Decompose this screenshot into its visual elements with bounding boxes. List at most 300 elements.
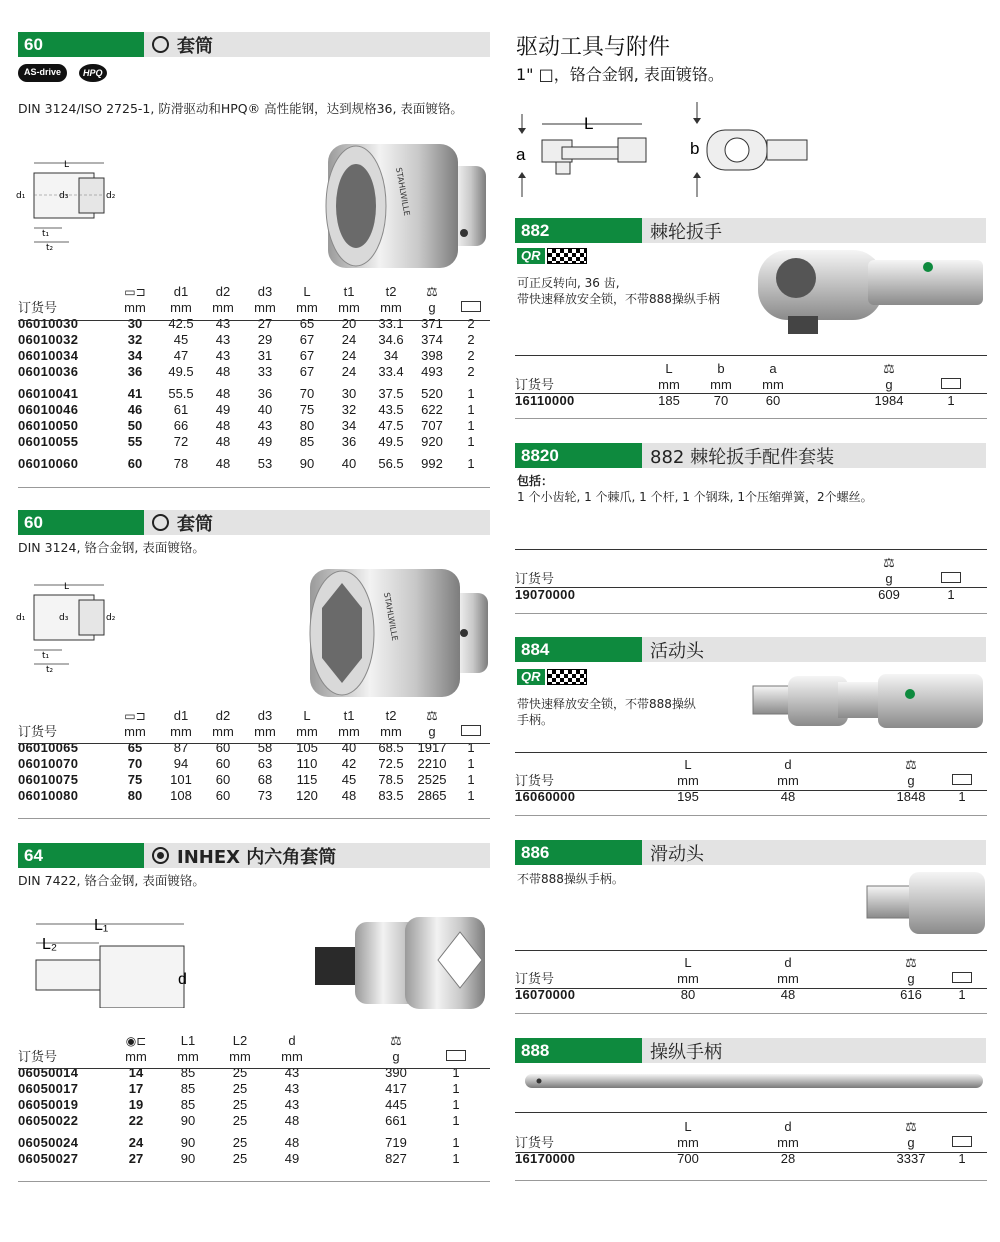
product-description: 1 个小齿轮, 1 个棘爪, 1 个杆, 1 个钢珠, 1个压缩弹簧，2个螺丝。 xyxy=(517,490,873,504)
col-weight: ⚖ g xyxy=(390,1033,402,1064)
size: 19 xyxy=(128,1097,144,1112)
value-cell: 58 xyxy=(257,740,273,755)
page-title: 驱动工具与附件 xyxy=(516,35,671,60)
table-row xyxy=(18,418,490,434)
value-cell: 25 xyxy=(232,1113,248,1128)
wrench-size-icon: ▭⊐ xyxy=(124,285,146,299)
rule xyxy=(515,988,987,989)
scale-icon: ⚖ xyxy=(883,361,895,376)
product-description: 不带888操纵手柄。 xyxy=(517,872,624,886)
order-number: 06010060 xyxy=(18,456,79,471)
col-weight: ⚖ g xyxy=(883,361,895,392)
order-number: 06010041 xyxy=(18,386,79,401)
value-cell: 1 xyxy=(467,386,475,401)
col-d1: d1 mm xyxy=(170,708,192,739)
section-header-64 xyxy=(18,843,490,868)
order-number: 06010030 xyxy=(18,316,79,331)
value-cell: 43 xyxy=(284,1065,300,1080)
value-cell: 43 xyxy=(215,348,231,363)
spec-table-886 xyxy=(515,955,987,1003)
scale-icon: ⚖ xyxy=(426,284,438,299)
table-row xyxy=(18,332,490,348)
value-cell: 25 xyxy=(232,1135,248,1150)
value-cell: 1 xyxy=(452,1113,460,1128)
socket-dimension-diagram xyxy=(14,580,124,672)
svg-text:STAHLWILLE: STAHLWILLE xyxy=(382,591,400,642)
col-d: d mm xyxy=(777,1119,799,1150)
svg-text:d₂: d₂ xyxy=(106,613,116,623)
ratchet-photo xyxy=(748,242,988,337)
value-cell: 42.5 xyxy=(168,316,194,331)
col-pack xyxy=(915,555,987,587)
product-name: 操纵手柄 xyxy=(642,1038,986,1063)
product-header-886 xyxy=(515,840,986,865)
value-cell: 108 xyxy=(170,788,192,803)
size: 17 xyxy=(128,1081,144,1096)
section-number: 60 xyxy=(18,510,144,535)
value-cell: 25 xyxy=(232,1097,248,1112)
col-t2: t2 mm xyxy=(380,284,402,315)
size: 70 xyxy=(127,756,143,771)
size: 46 xyxy=(127,402,143,417)
section-header-60a xyxy=(18,32,490,57)
svg-text:b: b xyxy=(690,139,700,158)
value-cell: 398 xyxy=(421,348,443,363)
value-cell: 63 xyxy=(257,756,273,771)
value-cell: 83.5 xyxy=(378,788,404,803)
section-title: INHEX 内六角套筒 xyxy=(144,843,490,868)
value-cell: 48 xyxy=(341,788,357,803)
value-cell: 374 xyxy=(421,332,443,347)
col-pack xyxy=(937,1119,987,1151)
value-cell: 101 xyxy=(170,772,192,787)
size: 30 xyxy=(127,316,143,331)
universal-joint-photo xyxy=(748,668,988,738)
table-row xyxy=(18,772,490,788)
col-order: 订货号 xyxy=(515,773,555,788)
scale-icon: ⚖ xyxy=(883,555,895,570)
order-number: 06010050 xyxy=(18,418,79,433)
table-row xyxy=(18,380,490,402)
col-t2: t2 mm xyxy=(380,708,402,739)
col-pack xyxy=(915,361,987,393)
value-cell: 36 xyxy=(341,434,357,449)
order-number: 06050017 xyxy=(18,1081,79,1096)
value-cell: 40 xyxy=(341,740,357,755)
size: 34 xyxy=(127,348,143,363)
col-L: L mm xyxy=(677,1119,699,1150)
value-cell: 34.6 xyxy=(378,332,404,347)
value-cell: 48 xyxy=(215,418,231,433)
size: 55 xyxy=(127,434,143,449)
scale-icon: ⚖ xyxy=(905,757,917,772)
scale-icon: ⚖ xyxy=(426,708,438,723)
value-cell: 43.5 xyxy=(378,402,404,417)
value-cell: 48 xyxy=(215,364,231,379)
value-cell: 33 xyxy=(257,364,273,379)
table-row: 16110000 185 70 60 1984 1 xyxy=(515,393,955,408)
col-L2: L2 mm xyxy=(229,1033,251,1064)
value-cell: 34 xyxy=(383,348,399,363)
value-cell: 2 xyxy=(467,364,475,379)
value-cell: 67 xyxy=(299,348,315,363)
rule xyxy=(515,418,987,419)
product-number: 888 xyxy=(515,1038,642,1063)
value-cell: 2210 xyxy=(417,756,447,771)
value-cell: 115 xyxy=(296,772,318,787)
table-row xyxy=(18,788,490,804)
product-description-label: 包括： xyxy=(517,474,554,488)
value-cell: 65 xyxy=(299,316,315,331)
value-cell: 47 xyxy=(173,348,189,363)
section-number: 64 xyxy=(18,843,144,868)
section-title: 套筒 xyxy=(144,510,490,535)
rule xyxy=(515,1013,987,1014)
socket-dimension-diagram xyxy=(14,158,124,250)
value-cell: 390 xyxy=(385,1065,407,1080)
svg-text:d₃: d₃ xyxy=(59,191,69,201)
svg-text:d₁: d₁ xyxy=(16,613,26,623)
rule xyxy=(515,549,987,550)
order-number: 06050027 xyxy=(18,1151,79,1166)
svg-text:d: d xyxy=(178,971,187,988)
col-pack xyxy=(452,708,490,740)
svg-text:a: a xyxy=(516,145,526,164)
spec-table-60b xyxy=(18,708,490,804)
svg-text:L₁: L₁ xyxy=(94,917,109,934)
value-cell: 68 xyxy=(257,772,273,787)
product-header-888 xyxy=(515,1038,986,1063)
col-order: 订货号 xyxy=(515,571,555,586)
value-cell: 68.5 xyxy=(378,740,404,755)
col-order: 订货号 xyxy=(18,724,58,739)
sliding-tee-photo xyxy=(865,868,987,938)
value-cell: 120 xyxy=(296,788,318,803)
svg-text:t₁: t₁ xyxy=(42,229,50,239)
qr-badge: QR xyxy=(517,248,587,264)
value-cell: 29 xyxy=(257,332,273,347)
table-row xyxy=(18,1081,490,1097)
socket-photo-12pt xyxy=(316,138,491,273)
value-cell: 40 xyxy=(257,402,273,417)
product-description: 带快速释放安全锁，不带888操纵手柄。 xyxy=(517,697,696,727)
col-d3: d3 mm xyxy=(254,708,276,739)
value-cell: 30 xyxy=(341,386,357,401)
col-pack xyxy=(937,757,987,789)
value-cell: 45 xyxy=(173,332,189,347)
scale-icon: ⚖ xyxy=(905,955,917,970)
col-d2: d2 mm xyxy=(212,284,234,315)
value-cell: 72 xyxy=(173,434,189,449)
value-cell: 24 xyxy=(341,332,357,347)
col-order: 订货号 xyxy=(515,971,555,986)
col-d1: d1 mm xyxy=(170,284,192,315)
col-d: d mm xyxy=(777,955,799,986)
section-description: DIN 3124, 铬合金钢, 表面镀铬。 xyxy=(18,540,205,555)
col-size: ◉⊏ mm xyxy=(125,1034,147,1064)
rule xyxy=(515,393,987,394)
value-cell: 78.5 xyxy=(378,772,404,787)
svg-text:t₂: t₂ xyxy=(46,243,54,250)
svg-text:L: L xyxy=(64,160,70,170)
value-cell: 48 xyxy=(215,456,231,471)
value-cell: 27 xyxy=(257,316,273,331)
rule xyxy=(18,320,490,321)
product-header-882 xyxy=(515,218,986,243)
spec-table-888 xyxy=(515,1119,987,1167)
value-cell: 78 xyxy=(173,456,189,471)
value-cell: 60 xyxy=(215,772,231,787)
value-cell: 40 xyxy=(341,456,357,471)
col-L: L mm xyxy=(296,708,318,739)
rule xyxy=(515,950,987,951)
badges xyxy=(18,64,107,82)
socket-ring-icon xyxy=(152,514,169,531)
value-cell: 72.5 xyxy=(378,756,404,771)
order-number: 06010055 xyxy=(18,434,79,449)
value-cell: 20 xyxy=(341,316,357,331)
value-cell: 61 xyxy=(173,402,189,417)
value-cell: 2 xyxy=(467,348,475,363)
value-cell: 992 xyxy=(421,456,443,471)
rule xyxy=(515,355,987,356)
package-icon xyxy=(941,572,961,583)
value-cell: 1 xyxy=(452,1097,460,1112)
value-cell: 87 xyxy=(173,740,189,755)
value-cell: 45 xyxy=(341,772,357,787)
value-cell: 49 xyxy=(284,1151,300,1166)
value-cell: 85 xyxy=(180,1081,196,1096)
col-weight: ⚖ g xyxy=(905,955,917,986)
table-row xyxy=(18,1151,490,1167)
product-number: 884 xyxy=(515,637,642,662)
table-row xyxy=(18,348,490,364)
order-number: 06010032 xyxy=(18,332,79,347)
package-icon xyxy=(952,774,972,785)
col-size: ▭⊐ mm xyxy=(124,709,146,739)
svg-text:d₃: d₃ xyxy=(59,613,69,623)
table-row xyxy=(18,434,490,450)
col-L: L mm xyxy=(296,284,318,315)
table-row xyxy=(18,756,490,772)
value-cell: 85 xyxy=(180,1097,196,1112)
spec-table-884 xyxy=(515,757,987,805)
value-cell: 47.5 xyxy=(378,418,404,433)
value-cell: 49 xyxy=(257,434,273,449)
size: 22 xyxy=(128,1113,144,1128)
product-name: 882 棘轮扳手配件套装 xyxy=(642,443,986,468)
value-cell: 67 xyxy=(299,364,315,379)
value-cell: 90 xyxy=(299,456,315,471)
value-cell: 661 xyxy=(385,1113,407,1128)
rule xyxy=(18,743,490,744)
value-cell: 43 xyxy=(215,316,231,331)
svg-text:STAHLWILLE: STAHLWILLE xyxy=(394,166,412,217)
value-cell: 32 xyxy=(341,402,357,417)
value-cell: 719 xyxy=(385,1135,407,1150)
col-order: 订货号 xyxy=(18,300,58,315)
value-cell: 48 xyxy=(284,1113,300,1128)
order-number: 06050022 xyxy=(18,1113,79,1128)
product-number: 886 xyxy=(515,840,642,865)
value-cell: 1 xyxy=(467,434,475,449)
spec-table-8820 xyxy=(515,555,987,603)
table-row: 16060000 195 48 1848 1 xyxy=(515,789,966,804)
order-number: 06050024 xyxy=(18,1135,79,1150)
value-cell: 33.1 xyxy=(378,316,404,331)
value-cell: 90 xyxy=(180,1135,196,1150)
size: 14 xyxy=(128,1065,144,1080)
size: 27 xyxy=(128,1151,144,1166)
value-cell: 2865 xyxy=(417,788,447,803)
product-number: 8820 xyxy=(515,443,642,468)
value-cell: 622 xyxy=(421,402,443,417)
value-cell: 1 xyxy=(467,772,475,787)
svg-text:d₁: d₁ xyxy=(16,191,26,201)
value-cell: 2 xyxy=(467,316,475,331)
rule xyxy=(515,1180,987,1181)
order-number: 06010034 xyxy=(18,348,79,363)
size: 36 xyxy=(127,364,143,379)
table-row xyxy=(18,364,490,380)
value-cell: 70 xyxy=(299,386,315,401)
value-cell: 90 xyxy=(180,1113,196,1128)
size: 60 xyxy=(127,456,143,471)
table-row: 16170000 700 28 3337 1 xyxy=(515,1151,966,1166)
size: 50 xyxy=(127,418,143,433)
rows-60a xyxy=(18,316,490,472)
col-b: b mm xyxy=(710,361,732,392)
col-size: ▭⊐ mm xyxy=(124,285,146,315)
col-order: 订货号 xyxy=(515,1135,555,1150)
col-L: L mm xyxy=(677,757,699,788)
value-cell: 1917 xyxy=(417,740,447,755)
product-header-8820 xyxy=(515,443,986,468)
value-cell: 56.5 xyxy=(378,456,404,471)
value-cell: 60 xyxy=(215,756,231,771)
value-cell: 1 xyxy=(452,1081,460,1096)
size: 75 xyxy=(127,772,143,787)
col-weight: ⚖ g xyxy=(905,1119,917,1150)
value-cell: 110 xyxy=(296,756,318,771)
value-cell: 60 xyxy=(215,788,231,803)
value-cell: 827 xyxy=(385,1151,407,1166)
product-name: 棘轮扳手 xyxy=(642,218,986,243)
value-cell: 2 xyxy=(467,332,475,347)
value-cell: 48 xyxy=(215,386,231,401)
value-cell: 1 xyxy=(452,1065,460,1080)
value-cell: 105 xyxy=(296,740,318,755)
value-cell: 55.5 xyxy=(168,386,194,401)
product-name: 活动头 xyxy=(642,637,986,662)
order-number: 06010080 xyxy=(18,788,79,803)
section-number: 60 xyxy=(18,32,144,57)
value-cell: 25 xyxy=(232,1065,248,1080)
value-cell: 445 xyxy=(385,1097,407,1112)
size: 24 xyxy=(128,1135,144,1150)
table-row xyxy=(18,1129,490,1151)
value-cell: 1 xyxy=(467,756,475,771)
col-d: d mm xyxy=(281,1033,303,1064)
value-cell: 66 xyxy=(173,418,189,433)
package-icon xyxy=(446,1050,466,1061)
ratchet-dimension-diagram xyxy=(512,102,832,202)
value-cell: 25 xyxy=(232,1151,248,1166)
rows-60b xyxy=(18,740,490,804)
section-header-60b xyxy=(18,510,490,535)
hpq-badge: HPQ xyxy=(79,64,107,82)
value-cell: 43 xyxy=(284,1097,300,1112)
package-icon xyxy=(461,725,481,736)
value-cell: 42 xyxy=(341,756,357,771)
value-cell: 75 xyxy=(299,402,315,417)
col-L: L mm xyxy=(658,361,680,392)
value-cell: 34 xyxy=(341,418,357,433)
inhex-dimension-diagram xyxy=(14,908,204,1008)
rule xyxy=(18,1181,490,1182)
col-weight: ⚖ g xyxy=(905,757,917,788)
svg-text:L: L xyxy=(64,582,70,592)
value-cell: 60 xyxy=(215,740,231,755)
order-number: 06050019 xyxy=(18,1097,79,1112)
product-description: 可正反转向, 36 齿, 带快速释放安全锁，不带888操纵手柄 xyxy=(517,276,720,306)
rule xyxy=(515,752,987,753)
inhex-dot-icon xyxy=(152,847,169,864)
order-number: 06010065 xyxy=(18,740,79,755)
value-cell: 31 xyxy=(257,348,273,363)
table-row xyxy=(18,1097,490,1113)
table-row xyxy=(18,402,490,418)
qr-badge: QR xyxy=(517,669,587,685)
spec-table-882 xyxy=(515,361,987,409)
hex-key-icon: ◉⊏ xyxy=(125,1034,147,1048)
rule xyxy=(515,1152,987,1153)
col-pack xyxy=(422,1033,490,1065)
svg-text:t₁: t₁ xyxy=(42,651,50,661)
value-cell: 49.5 xyxy=(168,364,194,379)
table-row xyxy=(18,1113,490,1129)
product-header-884 xyxy=(515,637,986,662)
package-icon xyxy=(941,378,961,389)
package-icon xyxy=(952,1136,972,1147)
tommy-bar-photo xyxy=(523,1070,985,1094)
package-icon xyxy=(461,301,481,312)
value-cell: 1 xyxy=(467,740,475,755)
size: 65 xyxy=(127,740,143,755)
rule xyxy=(18,487,490,488)
col-a: a mm xyxy=(762,361,784,392)
value-cell: 1 xyxy=(467,402,475,417)
value-cell: 493 xyxy=(421,364,443,379)
value-cell: 94 xyxy=(173,756,189,771)
spec-table-60a xyxy=(18,284,490,472)
value-cell: 90 xyxy=(180,1151,196,1166)
size: 32 xyxy=(127,332,143,347)
value-cell: 85 xyxy=(299,434,315,449)
value-cell: 1 xyxy=(467,788,475,803)
col-L: L mm xyxy=(677,955,699,986)
value-cell: 520 xyxy=(421,386,443,401)
section-title: 套筒 xyxy=(144,32,490,57)
value-cell: 1 xyxy=(467,418,475,433)
col-order: 订货号 xyxy=(18,1049,58,1064)
wrench-size-icon: ▭⊐ xyxy=(124,709,146,723)
table-row xyxy=(18,450,490,472)
rule xyxy=(515,613,987,614)
svg-text:L: L xyxy=(584,114,594,133)
rule xyxy=(515,1112,987,1113)
value-cell: 371 xyxy=(421,316,443,331)
